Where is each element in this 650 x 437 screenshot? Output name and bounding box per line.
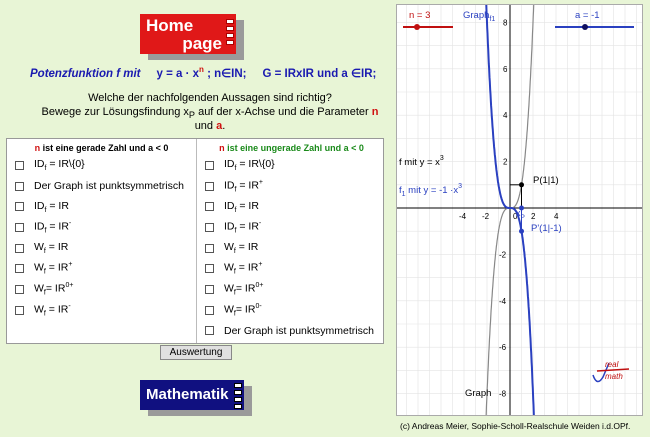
- evaluate-button[interactable]: Auswertung: [160, 345, 232, 360]
- even-option-label: Der Graph ist punktsymmetrisch: [34, 180, 184, 193]
- odd-option-label: $ID_f$ = IR: [224, 199, 259, 214]
- y-tick-label: -8: [499, 389, 507, 399]
- y-tick-label: 8: [503, 18, 508, 28]
- even-checkbox-wf-r0plus[interactable]: [15, 285, 24, 294]
- odd-checkbox-wf-r[interactable]: [205, 244, 214, 253]
- odd-option-label: $W_f = IR^+$: [224, 261, 263, 277]
- even-checkbox-df-r0[interactable]: [15, 161, 24, 170]
- odd-option-label: $ID_f = IR^+$: [224, 178, 264, 194]
- svg-text:real: real: [605, 360, 619, 369]
- home-page-button[interactable]: [140, 14, 246, 58]
- even-option-punktsym[interactable]: [7, 176, 196, 197]
- x-tick-label: 2: [531, 212, 536, 221]
- even-option-wf-r0plus[interactable]: [7, 279, 196, 300]
- odd-option-label: $W_f= IR^{0+}$: [224, 282, 264, 297]
- y-tick-label: 4: [503, 111, 508, 121]
- y-tick-label: 6: [503, 64, 508, 74]
- odd-checkbox-wf-rplus[interactable]: [205, 264, 214, 273]
- credit-text: (c) Andreas Meier, Sophie-Scholl-Realschule Weiden i.d.OPf.: [400, 421, 631, 431]
- y-tick-label: 2: [503, 157, 508, 167]
- odd-option-label: $ID_f$ = IR\{0}: [224, 158, 275, 173]
- even-option-wf-rplus[interactable]: [7, 258, 196, 279]
- point-p-label: P(1|1): [533, 175, 559, 186]
- function-graph[interactable]: [397, 5, 643, 416]
- odd-checkbox-df-rplus[interactable]: [205, 182, 214, 191]
- x-tick-label: -2: [482, 212, 490, 221]
- x-tick-label: 0: [513, 212, 518, 221]
- xp-label: $x_P$: [516, 208, 525, 221]
- even-checkbox-punktsym[interactable]: [15, 182, 24, 191]
- odd-checkbox-wf-r0minus[interactable]: [205, 306, 214, 315]
- n-slider[interactable]: [403, 10, 453, 30]
- f-label: f mit $y = x^3$: [399, 155, 444, 168]
- graph-panel[interactable]: [396, 4, 643, 416]
- y-tick-label: -6: [499, 343, 507, 353]
- mathematik-button-face[interactable]: [140, 380, 244, 410]
- home-button-bars-icon: [226, 19, 234, 47]
- mathematik-button-label: Mathematik: [146, 386, 229, 403]
- odd-checkbox-df-r[interactable]: [205, 202, 214, 211]
- options-panel: [6, 138, 384, 344]
- odd-option-df-r[interactable]: [197, 196, 386, 217]
- home-button-face[interactable]: [140, 14, 236, 54]
- even-option-label: $ID_f$ = IR\{0}: [34, 158, 85, 173]
- mathematik-button-bars-icon: [234, 383, 242, 411]
- odd-option-df-rplus[interactable]: [197, 176, 386, 197]
- even-option-label: $W_f= IR^{0+}$: [34, 282, 74, 297]
- odd-option-label: Der Graph ist punktsymmetrisch: [224, 324, 374, 337]
- function-title: Potenzfunktion f mit: [30, 67, 141, 80]
- even-option-df-r[interactable]: [7, 196, 196, 217]
- even-option-df-r0[interactable]: [7, 155, 196, 176]
- odd-n-column: [197, 141, 386, 341]
- domain-condition: G = IRxIR und a ∈IR;: [262, 67, 377, 80]
- even-option-label: $ID_f$ = IR: [34, 199, 69, 214]
- n-slider-label: n = 3: [409, 10, 431, 21]
- mathematik-button[interactable]: [140, 380, 252, 416]
- n-condition: ; n∈IN;: [207, 67, 247, 80]
- odd-option-wf-rplus[interactable]: [197, 258, 386, 279]
- graph-bottom-label: Graph: [465, 388, 492, 399]
- x-tick-label: -4: [459, 212, 467, 221]
- n-slider-knob[interactable]: [414, 24, 420, 30]
- odd-option-label: $W_f$ = IR: [224, 241, 259, 256]
- graph-f1-legend: Graph$_{f1}$: [463, 10, 496, 23]
- function-formula: $y = a \cdot x^n$: [156, 65, 204, 80]
- even-option-df-rminus[interactable]: [7, 217, 196, 238]
- odd-checkbox-df-r0[interactable]: [205, 161, 214, 170]
- odd-option-df-rminus[interactable]: [197, 217, 386, 238]
- realmath-logo: [593, 360, 629, 382]
- even-checkbox-df-rminus[interactable]: [15, 223, 24, 232]
- f1-label: $f_1$ mit $y = -1 \cdot x^3$: [399, 183, 462, 198]
- odd-option-df-r0[interactable]: [197, 155, 386, 176]
- point-p1-label: P'(1|-1): [531, 223, 562, 234]
- odd-option-label: $W_f= IR^{0-}$: [224, 302, 262, 318]
- even-column-heading: n ist eine gerade Zahl und a < 0: [34, 143, 169, 153]
- home-button-line1: Home: [146, 16, 194, 35]
- odd-option-punktsym[interactable]: [197, 321, 386, 342]
- point-p: [519, 182, 524, 187]
- even-option-wf-r[interactable]: [7, 238, 196, 259]
- even-n-column: [7, 141, 196, 321]
- function-definition: [30, 65, 376, 80]
- even-option-label: $W_f = IR^+$: [34, 261, 73, 277]
- odd-option-wf-r0minus[interactable]: [197, 300, 386, 321]
- odd-checkbox-wf-r0plus[interactable]: [205, 285, 214, 294]
- even-checkbox-wf-rplus[interactable]: [15, 264, 24, 273]
- home-button-line2: page: [182, 34, 222, 53]
- a-slider[interactable]: [555, 10, 634, 30]
- a-slider-label: a = -1: [575, 10, 600, 21]
- odd-column-heading: n ist eine ungerade Zahl und a < 0: [219, 143, 364, 153]
- a-slider-knob[interactable]: [582, 24, 588, 30]
- svg-text:math: math: [605, 372, 623, 381]
- odd-option-wf-r[interactable]: [197, 238, 386, 259]
- even-checkbox-wf-r[interactable]: [15, 244, 24, 253]
- even-checkbox-wf-rminus[interactable]: [15, 306, 24, 315]
- instruction-text: Bewege zur Lösungsfindung $x_P$ auf der x-Achse und die Parameter n und a.: [41, 106, 379, 133]
- y-tick-label: -4: [499, 296, 507, 306]
- y-tick-label: -2: [499, 250, 507, 260]
- even-option-wf-rminus[interactable]: [7, 300, 196, 321]
- even-option-label: $ID_f = IR^-$: [34, 220, 72, 235]
- odd-checkbox-df-rminus[interactable]: [205, 223, 214, 232]
- odd-option-wf-r0plus[interactable]: [197, 279, 386, 300]
- question-text: Welche der nachfolgenden Aussagen sind richtig?: [88, 92, 332, 104]
- even-checkbox-df-r[interactable]: [15, 202, 24, 211]
- odd-checkbox-punktsym[interactable]: [205, 326, 214, 335]
- even-option-label: $W_f = IR^-$: [34, 302, 71, 318]
- odd-option-label: $ID_f = IR^-$: [224, 220, 262, 235]
- even-option-label: $W_f$ = IR: [34, 241, 69, 256]
- point-p1: [519, 229, 524, 234]
- x-tick-label: 4: [554, 212, 559, 221]
